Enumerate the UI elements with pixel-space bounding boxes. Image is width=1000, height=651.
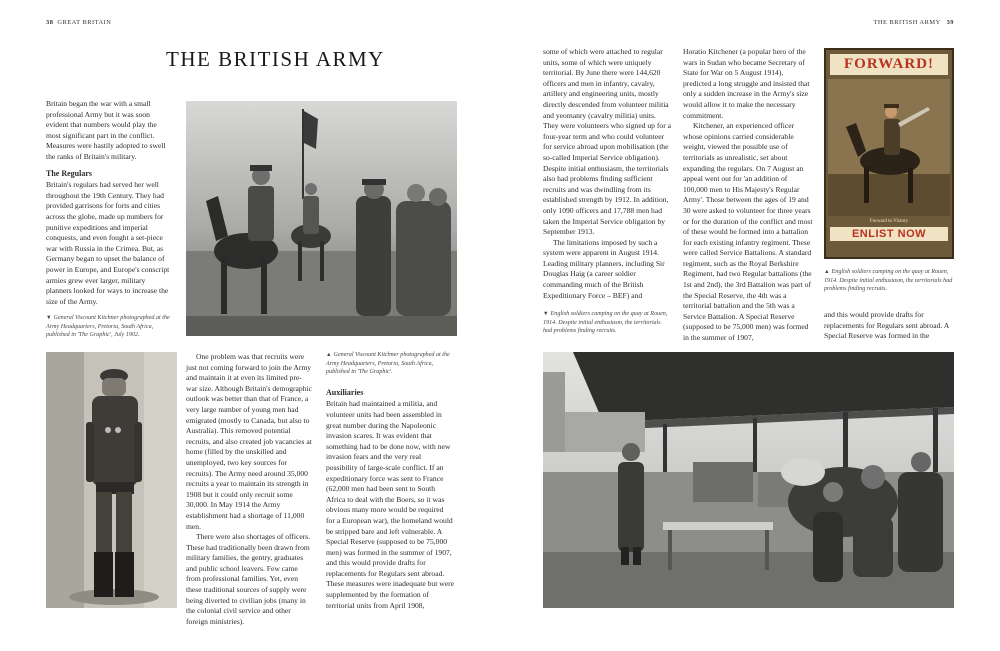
folio-left xyxy=(46,19,111,26)
page-number-left: 38 xyxy=(46,19,54,26)
caption-marker-up: ▲ xyxy=(824,269,830,275)
photo-rouen-quay-image xyxy=(543,352,954,608)
column-five-paragraph-2: Kitchener, an experienced officer whose opinions carried considerable weight, viewed the possible use of territorials as unrealistic, set about expanding the regulars. On 7 August an appeal went out for 'an addition of 100,000 men to His Majesty's Regular Army'. Those between the ages of 19 and 30 were asked to volunteer for three years or for the duration of the conflict and most of these would be formed into a battalion for each existing infantry regiment. These were called Service Battalions. A standard regiment, such as the Royal Berkshire Regiment, had two Regular battalions (the 1st and 2nd), the 3rd Battalion was part of the Special Reserve, the 4th was a territorial battalion and the 5th was a Service Battalion. A Special Reserve (supposed to be 75,000 men) was formed in the summer of 1907, xyxy=(683,121,813,343)
regulars-heading: The Regulars xyxy=(46,168,92,178)
column-six xyxy=(824,310,954,342)
caption-marker-down: ▼ xyxy=(46,315,52,321)
caption-marker-down: ▼ xyxy=(543,311,549,317)
folio-right xyxy=(873,19,954,26)
photo-rouen-quay xyxy=(543,352,954,608)
poster-footer: ENLIST NOW xyxy=(830,227,948,241)
caption-kitchener-mid xyxy=(326,351,454,377)
column-five xyxy=(683,47,813,344)
poster-subline: Forward to Victory xyxy=(869,219,909,224)
page-title: THE BRITISH ARMY xyxy=(166,47,385,71)
column-two-paragraph-2: There were also shortages of officers. These had traditionally been drawn from military families, the gentry, graduates and public school leavers. Few came from professional families. Yet, even these traditional sources of supply were being diverted to civilian jobs (many in the colonial civil service and other foreign ministries). xyxy=(186,532,311,626)
column-two-paragraph-1: One problem was that recruits were just not coming forward to join the Army and maintain it at even its limited pre-war size. Although Britain's demographic outlook was better than that of France, a very large number of young men had emigrated (mostly to Canada, but also to Australia). This removed potential recruits, and also created job vacancies at home (filled by the unskilled and unemployed, two key sources for recruits). The Army need around 35,000 recruits a year to maintain its strength in 1908 but it could only recruit some 30,000. In May 1914 the Army establishment had a shortage of 11,000 men. xyxy=(186,352,313,531)
section-name-right: THE BRITISH ARMY xyxy=(873,19,941,26)
column-four xyxy=(543,47,672,301)
caption-text: General Viscount Kitchner photographed at the Army Headquarters, Pretoria, South Africa, published in 'The Graphic'. xyxy=(326,352,450,376)
photo-kitchener-standing xyxy=(46,352,177,608)
column-four-paragraph-1: some of which were attached to regular units, some of which were uniquely territorial. By June there were 144,620 officers and men in infantry, cavalry, artillery and engineering units, mostly directly descended from volunteer militia and yeomanry (cavalry militia) units. They were volunteers who signed up for a four-year term and who could volunteer for service abroad upon mobilisation (the so-called Imperial Service obligation). Despite initial enthusiasm, the territorials also had problems finding sufficient recruits and was dwindling from its established strength by 1912. In addition, only 1090 officers and 17,788 men had taken the Imperial Service obligation by September 1913. xyxy=(543,47,671,237)
caption-rouen-right xyxy=(824,268,956,294)
column-four-paragraph-2: The limitations imposed by such a system were apparent in August 1914. Leading military planners, including Sir Douglas Haig (a career soldier commanding much of the British Expeditionary Force – BEF) and xyxy=(543,237,665,300)
page-number-right: 39 xyxy=(946,19,954,26)
photo-kitchener-horseback xyxy=(186,101,457,336)
auxiliaries-paragraph: Britain had maintained a militia, and volunteer units had been assembled in great number during the Napoleonic invasion scares. It was evident that something had to be done now, with new invasion fears and the very real possibility of large-scale conflict. If an expeditionary force was sent to France (62,000 men had been sent to South Africa to deal with the Boers, so it was obvious many more would be required for a European war), the homeland would be stripped bare and left vulnerable. A Special Reserve (supposed to be 75,000 men) was formed in the summer of 1907, and this would provide drafts for replacements for Regulars sent abroad. These measures were inadequate but were supplemented by the formation of territorial units from April 1908, xyxy=(326,399,454,610)
poster-forward-enlist xyxy=(824,48,954,259)
caption-marker-up: ▲ xyxy=(326,352,332,358)
photo-kitchener-standing-image xyxy=(46,352,177,608)
caption-text: General Viscount Kitchner photographed at the Army Headquarters, Pretoria, South Africa, published in 'The Graphic', July 1902. xyxy=(46,315,170,339)
section-name-left: GREAT BRITAIN xyxy=(57,19,112,26)
column-five-paragraph-1: Horatio Kitchener (a popular hero of the wars in Sudan who became Secretary of State for War on 5 August 1914), predicted a long struggle and insisted that only a sudden increase in the Army's size would allow it to make the necessary commitment. xyxy=(683,47,810,120)
auxiliaries-heading: Auxiliaries xyxy=(326,387,364,397)
caption-rouen-mid xyxy=(543,310,669,336)
caption-text: English soldiers camping on the quay at Rouen, 1914. Despite initial enthusiasm, the territorials had problems finding recruits. xyxy=(824,269,953,293)
column-three xyxy=(326,351,454,611)
regulars-paragraph: Britain's regulars had served her well throughout the 19th Century. They had provided garrisons for forts and cities across the globe, made up numbers for punitive expeditions and imperial conquests, and even fought a set-piece war with Russia in the Crimea. But, as Germany began to upset the balance of power in Europe, and Europe's conscript armies grew ever larger, military planners looked for ways to increase the size of the Army. xyxy=(46,180,170,306)
photo-kitchener-horseback-image xyxy=(186,101,457,336)
intro-paragraph: Britain began the war with a small professional Army but it was soon evident that numbers would play the most significant part in the conflict. Measures were hastily adopted to swell the ranks of Britain's military. xyxy=(46,99,166,161)
caption-kitchener-left xyxy=(46,314,176,340)
column-six-paragraph: and this would provide drafts for replacements for Regulars sent abroad. A Special Reserve was formed in the xyxy=(824,310,949,341)
intro-column xyxy=(46,99,172,307)
poster-cavalry-illustration xyxy=(828,79,950,216)
column-two xyxy=(186,352,312,627)
poster-headline: FORWARD! xyxy=(830,54,948,75)
caption-text: English soldiers camping on the quay at Rouen, 1914. Despite initial enthusiasm, the territorials had problems finding recruits. xyxy=(543,311,668,335)
